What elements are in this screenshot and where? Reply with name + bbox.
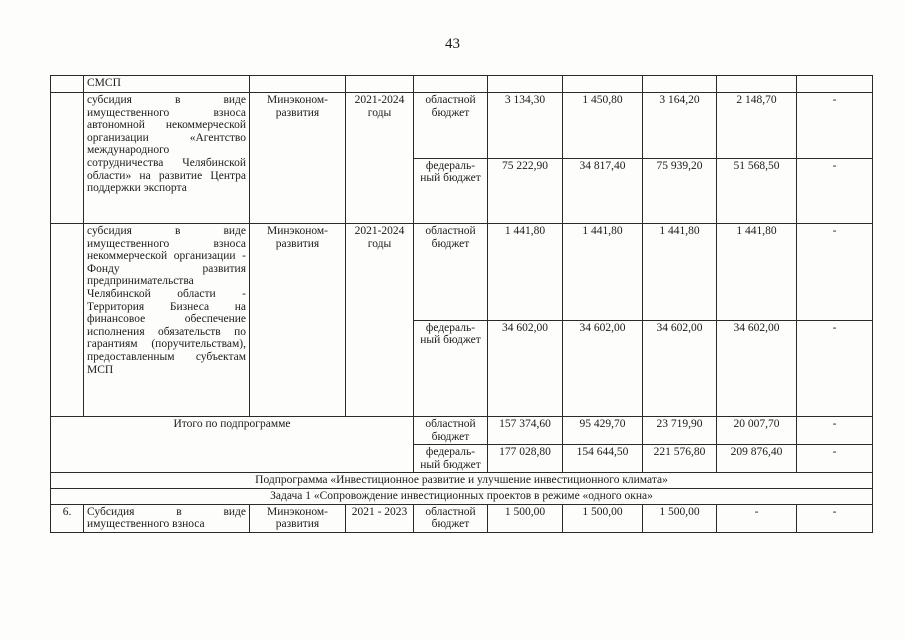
total-label-cell: Итого по подпрограмме — [51, 417, 414, 473]
description-cell: субсидия в виде имущественного взноса некоммерческой организации - Фонду развития предпринимательства Челябинской области - Территория Бизнеса на финансовое обеспечение исполнения обязательств по гарантиям (поручительствам), предоставленным субъектам МСП — [84, 224, 250, 417]
value-cell: - — [797, 445, 873, 473]
source-cell: федераль-ный бюджет — [414, 445, 488, 473]
value-cell: 1 500,00 — [563, 504, 643, 532]
table-row — [51, 417, 873, 445]
source-cell — [414, 76, 488, 93]
source-cell: областной бюджет — [414, 504, 488, 532]
value-cell: - — [797, 93, 873, 159]
table-row — [51, 473, 873, 489]
value-cell: 51 568,50 — [717, 158, 797, 224]
description-cell: СМСП — [84, 76, 250, 93]
value-cell: 75 222,90 — [488, 158, 563, 224]
budget-table — [50, 75, 873, 533]
value-cell: 2 148,70 — [717, 93, 797, 159]
value-cell: 20 007,70 — [717, 417, 797, 445]
table-row — [51, 93, 873, 159]
value-cell: 1 500,00 — [488, 504, 563, 532]
value-cell: 3 164,20 — [643, 93, 717, 159]
value-cell: 221 576,80 — [643, 445, 717, 473]
value-cell: 1 441,80 — [643, 224, 717, 321]
number-cell — [51, 93, 84, 224]
value-cell: 1 441,80 — [563, 224, 643, 321]
value-cell: - — [797, 417, 873, 445]
source-cell: областной бюджет — [414, 417, 488, 445]
table-row — [51, 504, 873, 532]
value-cell: 3 134,30 — [488, 93, 563, 159]
value-cell: 23 719,90 — [643, 417, 717, 445]
source-cell: федераль-ный бюджет — [414, 158, 488, 224]
value-cell — [643, 76, 717, 93]
source-cell: областной бюджет — [414, 93, 488, 159]
value-cell: - — [797, 158, 873, 224]
task-heading: Задача 1 «Сопровождение инвестиционных проектов в режиме «одного окна» — [51, 488, 873, 504]
value-cell: - — [797, 224, 873, 321]
value-cell: 209 876,40 — [717, 445, 797, 473]
value-cell — [717, 76, 797, 93]
value-cell: 34 602,00 — [717, 320, 797, 417]
subprogram-heading: Подпрограмма «Инвестиционное развитие и улучшение инвестиционного климата» — [51, 473, 873, 489]
executor-cell: Минэконом-развития — [250, 504, 346, 532]
number-cell: 6. — [51, 504, 84, 532]
value-cell: 34 602,00 — [563, 320, 643, 417]
value-cell: 75 939,20 — [643, 158, 717, 224]
source-cell: областной бюджет — [414, 224, 488, 321]
period-cell: 2021-2024 годы — [346, 224, 414, 417]
value-cell — [488, 76, 563, 93]
page-number: 43 — [445, 36, 460, 52]
value-cell: 1 441,80 — [488, 224, 563, 321]
executor-cell: Минэконом-развития — [250, 224, 346, 417]
value-cell: - — [717, 504, 797, 532]
period-cell — [346, 76, 414, 93]
table-row — [51, 488, 873, 504]
value-cell — [797, 76, 873, 93]
period-cell: 2021 - 2023 — [346, 504, 414, 532]
value-cell: 34 602,00 — [643, 320, 717, 417]
table-row — [51, 76, 873, 93]
value-cell: - — [797, 504, 873, 532]
value-cell: 157 374,60 — [488, 417, 563, 445]
period-cell: 2021-2024 годы — [346, 93, 414, 224]
value-cell: 1 441,80 — [717, 224, 797, 321]
value-cell: - — [797, 320, 873, 417]
value-cell: 154 644,50 — [563, 445, 643, 473]
description-cell: Субсидия в виде имущественного взноса — [84, 504, 250, 532]
value-cell: 34 602,00 — [488, 320, 563, 417]
description-cell: субсидия в виде имущественного взноса автономной некоммерческой организации «Агентство международного сотрудничества Челябинской области» на развитие Центра поддержки экспорта — [84, 93, 250, 224]
number-cell — [51, 224, 84, 417]
value-cell: 177 028,80 — [488, 445, 563, 473]
value-cell: 34 817,40 — [563, 158, 643, 224]
value-cell — [563, 76, 643, 93]
executor-cell — [250, 76, 346, 93]
value-cell: 95 429,70 — [563, 417, 643, 445]
value-cell: 1 450,80 — [563, 93, 643, 159]
number-cell — [51, 76, 84, 93]
executor-cell: Минэконом-развития — [250, 93, 346, 224]
value-cell: 1 500,00 — [643, 504, 717, 532]
source-cell: федераль-ный бюджет — [414, 320, 488, 417]
table-row — [51, 224, 873, 321]
